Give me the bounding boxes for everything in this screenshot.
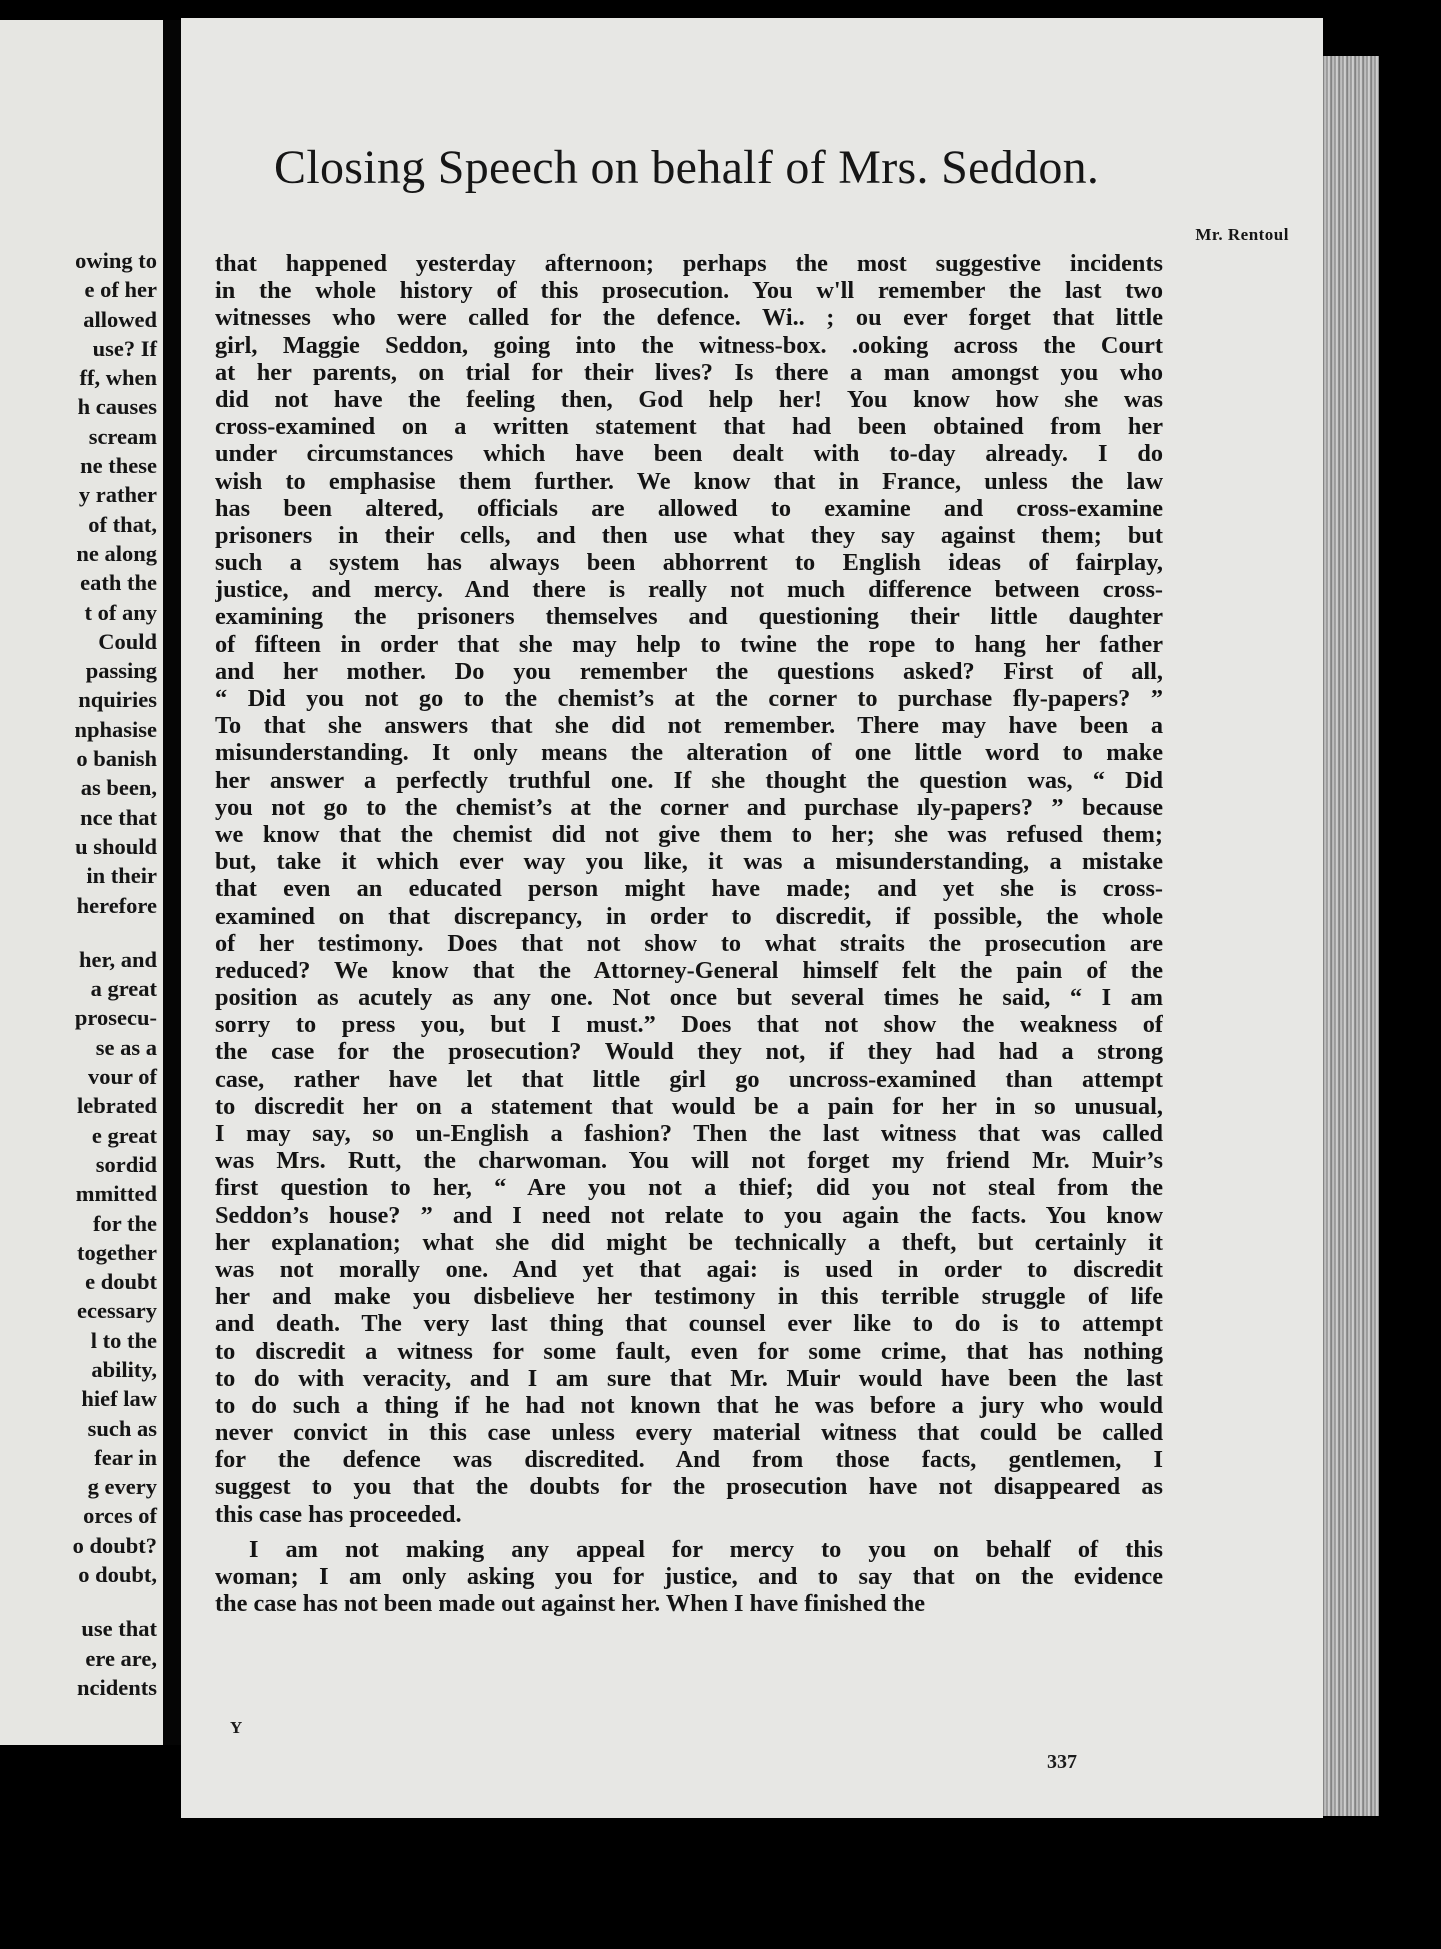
- left-page-line: lebrated: [77, 1093, 157, 1119]
- left-page-line: for the: [93, 1210, 157, 1236]
- body-line: position as acutely as any one. Not once but several times he said, “ I am: [215, 984, 1163, 1012]
- body-line: for the defence was discredited. And from those facts, gentlemen, I: [215, 1446, 1163, 1474]
- left-page-line: herefore: [76, 892, 157, 918]
- left-page-line: fear in: [94, 1444, 157, 1470]
- body-line: did not have the feeling then, God help her! You know how she was: [215, 385, 1163, 413]
- left-page-line: eath the: [80, 570, 157, 596]
- body-line: examining the prisoners themselves and questioning their little daughter: [215, 603, 1163, 631]
- left-page-line: [0, 1589, 157, 1614]
- left-page-line: ability,: [91, 1356, 157, 1382]
- body-line: under circumstances which have been dealt with to-day already. I do: [215, 440, 1163, 468]
- left-page-line: l to the: [90, 1327, 157, 1353]
- left-page-line: o banish: [76, 746, 157, 772]
- body-line: woman; I am only asking you for justice, and to say that on the evidence: [215, 1563, 1163, 1590]
- body-line: girl, Maggie Seddon, going into the witness-box. .ooking across the Court: [215, 331, 1163, 359]
- body-line: was Mrs. Rutt, the charwoman. You will not forget my friend Mr. Muir’s: [215, 1147, 1163, 1175]
- body-line: I may say, so un-English a fashion? Then the last witness that was called: [215, 1120, 1163, 1147]
- running-head: Mr. Rentoul: [1195, 225, 1289, 244]
- body-line: the case has not been made out against her. When I have finished the: [215, 1590, 926, 1618]
- left-page-line: ncidents: [76, 1674, 157, 1700]
- left-page-line: use? If: [92, 335, 157, 361]
- body-line: has been altered, officials are allowed to examine and cross-examine: [215, 494, 1163, 522]
- left-page-line: prosecu-: [74, 1005, 157, 1031]
- body-line: cross-examined on a written statement that had been obtained from her: [215, 413, 1163, 441]
- body-line: “ Did you not go to the chemist’s at the corner to purchase fly-papers? ”: [215, 685, 1163, 712]
- book-gutter: [163, 20, 181, 1745]
- page-edges: [1323, 56, 1379, 1816]
- left-page-line: use that: [81, 1616, 157, 1642]
- body-line: this case has proceeded.: [215, 1500, 462, 1528]
- left-page-line: ecessary: [77, 1298, 157, 1324]
- body-line: her and make you disbelieve her testimony in this terrible struggle of life: [215, 1283, 1163, 1311]
- left-page-line: e great: [91, 1122, 157, 1148]
- body-line: suggest to you that the doubts for the prosecution have not disappeared as: [215, 1473, 1163, 1501]
- body-line: justice, and mercy. And there is really not much difference between cross-: [215, 576, 1163, 604]
- left-page-line: se as a: [95, 1034, 157, 1060]
- left-page-line: such as: [87, 1415, 157, 1441]
- body-line: reduced? We know that the Attorney-General himself felt the pain of the: [215, 956, 1163, 984]
- left-page-line: sordid: [95, 1151, 157, 1177]
- body-line: I am not making any appeal for mercy to you on behalf of this: [249, 1535, 1163, 1563]
- body-line: the case for the prosecution? Would they not, if they had had a strong: [215, 1038, 1163, 1066]
- body-line: her explanation; what she did might be technically a theft, but certainly it: [215, 1228, 1163, 1256]
- left-page-line: of that,: [88, 511, 157, 537]
- left-page-line: nce that: [80, 804, 157, 830]
- left-page-line: Could: [98, 628, 157, 654]
- left-page-line: e doubt: [85, 1269, 157, 1295]
- left-page-line: scream: [88, 423, 157, 449]
- left-page-line: t of any: [84, 599, 157, 625]
- left-page-line: in their: [86, 863, 157, 889]
- body-line: her answer a perfectly truthful one. If she thought the question was, “ Did: [215, 766, 1163, 794]
- left-page-line: passing: [85, 658, 157, 684]
- left-page-text-fragments: [0, 246, 157, 1702]
- left-page-line: her, and: [79, 946, 157, 972]
- body-line: to do such a thing if he had not known that he was before a jury who would: [215, 1391, 1163, 1419]
- body-line: and her mother. Do you remember the questions asked? First of all,: [215, 657, 1163, 685]
- paragraph-gap: [215, 1528, 1163, 1536]
- left-page-line: ere are,: [85, 1645, 157, 1671]
- left-page-line: as been,: [80, 775, 157, 801]
- left-page-line: a great: [90, 976, 157, 1002]
- left-page-line: hief law: [81, 1386, 157, 1412]
- body-line: but, take it which ever way you like, it was a misunderstanding, a mistake: [215, 848, 1163, 876]
- body-line: case, rather have let that little girl go uncross-examined than attempt: [215, 1065, 1163, 1093]
- body-line: first question to her, “ Are you not a thief; did you not steal from the: [215, 1174, 1163, 1202]
- left-page-line: u should: [75, 833, 157, 859]
- left-page-line: o doubt,: [78, 1562, 157, 1588]
- body-line: such a system has always been abhorrent to English ideas of fairplay,: [215, 549, 1163, 577]
- body-line: in the whole history of this prosecution. You w'll remember the last two: [215, 277, 1163, 305]
- left-page-line: orces of: [83, 1503, 157, 1529]
- page-title: Closing Speech on behalf of Mrs. Seddon.: [274, 141, 1100, 194]
- body-line: that happened yesterday afternoon; perhaps the most suggestive incidents: [215, 250, 1163, 277]
- body-line: you not go to the chemist’s at the corner and purchase ıly-papers? ” because: [215, 793, 1163, 821]
- left-page-line: together: [77, 1239, 157, 1265]
- body-line: Seddon’s house? ” and I need not relate to you again the facts. You know: [215, 1201, 1163, 1229]
- left-page-line: nphasise: [74, 716, 157, 742]
- left-page-line: h causes: [77, 394, 157, 420]
- left-page-line: allowed: [83, 306, 157, 332]
- left-page-line: ne these: [80, 453, 157, 479]
- left-page-line: owing to: [75, 248, 157, 273]
- left-page-line: ff, when: [79, 365, 157, 391]
- body-line: to discredit her on a statement that would be a pain for her in so unusual,: [215, 1092, 1163, 1120]
- body-line: wish to emphasise them further. We know that in France, unless the law: [215, 467, 1163, 495]
- body-line: examined on that discrepancy, in order to discredit, if possible, the whole: [215, 902, 1163, 930]
- page-number: 337: [1047, 1751, 1077, 1773]
- body-line: of her testimony. Does that not show to what straits the prosecution are: [215, 929, 1163, 957]
- body-text: [215, 250, 1163, 1617]
- left-page-line: nquiries: [78, 687, 157, 713]
- left-page-line: y rather: [78, 482, 157, 508]
- body-line: sorry to press you, but I must.” Does that not show the weakness of: [215, 1011, 1163, 1039]
- body-line: that even an educated person might have made; and yet she is cross-: [215, 875, 1163, 903]
- body-line: misunderstanding. It only means the alteration of one little word to make: [215, 739, 1163, 767]
- body-line: was not morally one. And yet that agai: is used in order to discredit: [215, 1255, 1163, 1283]
- body-line: To that she answers that she did not remember. There may have been a: [215, 712, 1163, 740]
- body-line: prisoners in their cells, and then use what they say against them; but: [215, 521, 1163, 549]
- left-page-line: ne along: [76, 540, 157, 566]
- body-line: and death. The very last thing that counsel ever like to do is to attempt: [215, 1310, 1163, 1338]
- body-line: to discredit a witness for some fault, even for some crime, that has nothing: [215, 1337, 1163, 1365]
- body-line: to do with veracity, and I am sure that Mr. Muir would have been the last: [215, 1364, 1163, 1392]
- body-line: at her parents, on trial for their lives? Is there a man amongst you who: [215, 358, 1163, 386]
- left-page-line: o doubt?: [72, 1532, 157, 1558]
- left-page-line: vour of: [88, 1064, 157, 1090]
- left-page-line: e of her: [84, 277, 157, 303]
- signature-mark: Y: [230, 1718, 243, 1737]
- right-page: [181, 18, 1323, 1818]
- body-line: never convict in this case unless every material witness that could be called: [215, 1419, 1163, 1447]
- left-page-line: g every: [87, 1474, 157, 1500]
- left-page-line: [0, 920, 157, 945]
- body-line: witnesses who were called for the defence. Wi.. ; ou ever forget that little: [215, 304, 1163, 332]
- left-facing-page: [0, 20, 163, 1745]
- body-line: of fifteen in order that she may help to twine the rope to hang her father: [215, 630, 1163, 658]
- left-page-line: mmitted: [75, 1181, 157, 1207]
- body-line: we know that the chemist did not give them to her; she was refused them;: [215, 820, 1163, 848]
